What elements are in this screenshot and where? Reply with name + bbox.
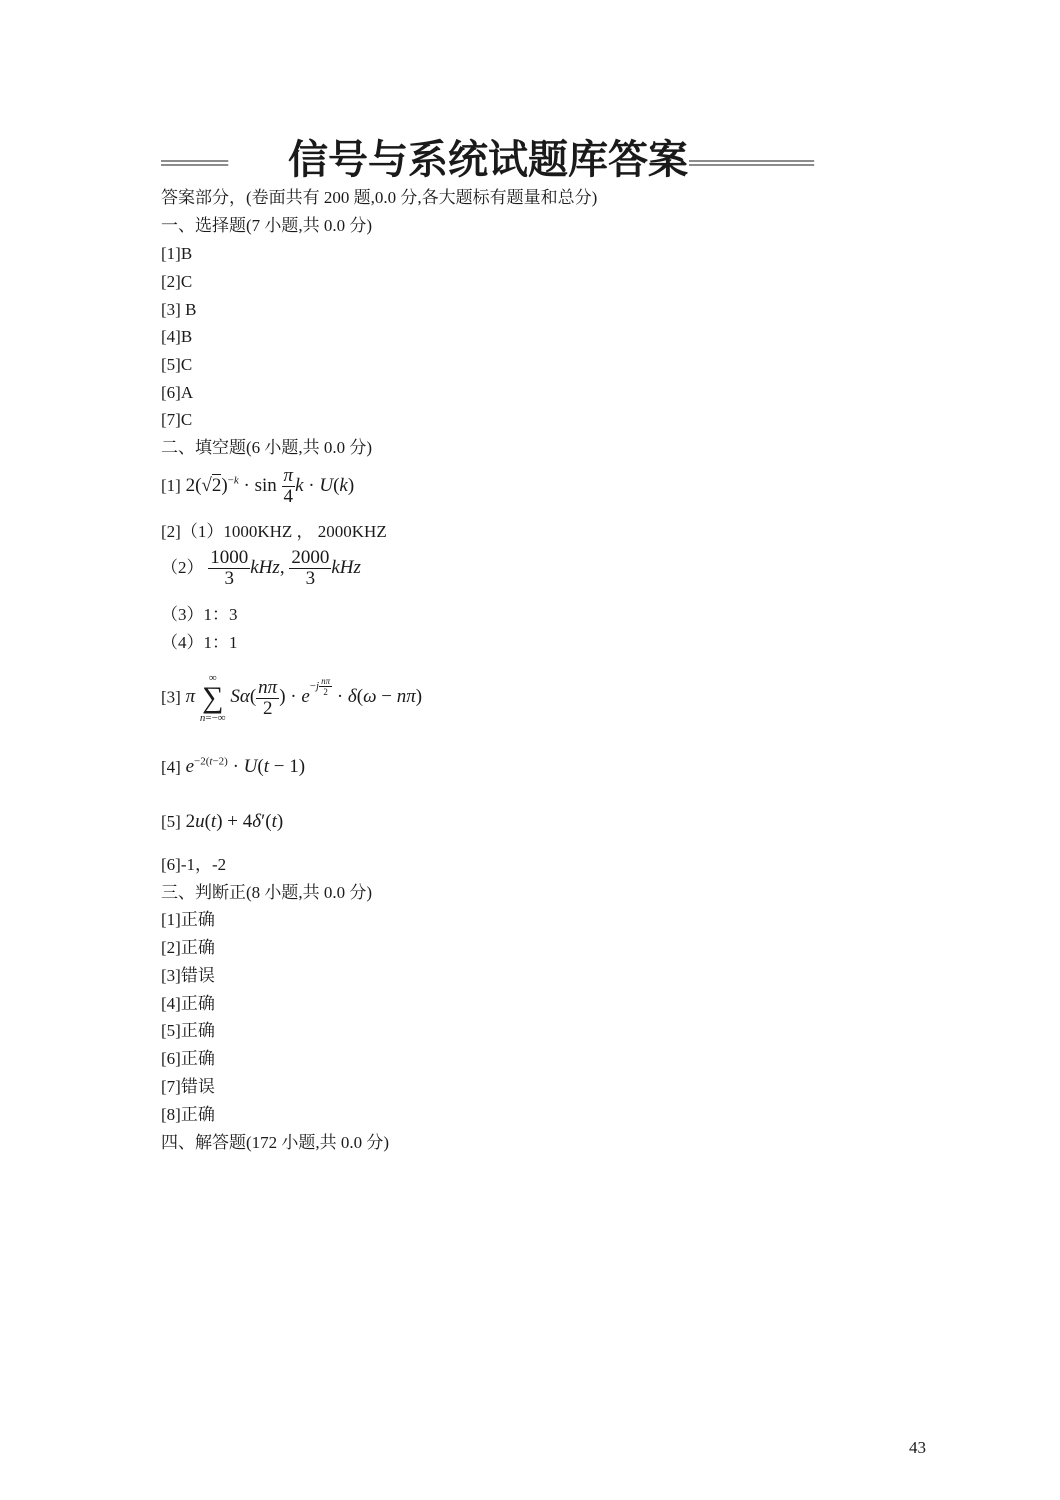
section2-heading: 二、填空题(6 小题,共 0.0 分) (161, 438, 373, 457)
judge-answer: [2]正确 (161, 938, 215, 957)
choice-answer: [4]B (161, 327, 193, 346)
formula-3: π ∞ ∑ n=−∞ Sα( $\frac{n\pi}{2}$ ) · $e^{-j \frac{n\pi}{2}}$ · δ(ω − nπ) (185, 672, 423, 724)
fill-answer-5 (161, 811, 283, 833)
unit-khz: kHz (250, 556, 280, 578)
judge-answer: [1]正确 (161, 910, 215, 929)
fill-answer-2-line4: （4）1：1 (161, 633, 238, 652)
fill-answer-2-line1: [2]（1）1000KHZ ， 2000KHZ (161, 522, 387, 541)
fill-answer-6: [6]-1，-2 (161, 855, 227, 874)
section3-heading: 三、判断正(8 小题,共 0.0 分) (161, 883, 373, 902)
title-left-rule: ======== (160, 154, 227, 175)
judge-answer: [6]正确 (161, 1049, 215, 1068)
summation-symbol: ∞ ∑ n=−∞ (199, 672, 226, 724)
fill-answer-2-line3: （3）1：3 (161, 605, 238, 624)
formula-4: $e^{-2(t-2)} \cdot U(t - 1)$ (185, 756, 306, 778)
fraction-2000-3: $\frac{2000}{3}$ (291, 547, 330, 589)
judge-answer: [8]正确 (161, 1105, 215, 1124)
choice-answer: [1]B (161, 244, 193, 263)
fill-answer-1 (161, 466, 354, 507)
section4-heading: 四、解答题(172 小题,共 0.0 分) (161, 1133, 390, 1152)
section1-heading: 一、选择题(7 小题,共 0.0 分) (161, 216, 373, 235)
fill-answer-label: [5] (161, 812, 181, 831)
page-number: 43 (909, 1438, 926, 1457)
fraction-1000-3: $\frac{1000}{3}$ (210, 547, 249, 589)
choice-answer: [6]A (161, 383, 194, 402)
fill-answer-3 (161, 672, 422, 724)
formula-5: 2u(t) + 4δ′(t) (185, 811, 284, 832)
unit-khz: kHz (331, 556, 361, 578)
judge-answer: [4]正确 (161, 994, 215, 1013)
choice-answer: [2]C (161, 272, 193, 291)
intro-line: 答案部分，(卷面共有 200 题,0.0 分,各大题标有题量和总分) (161, 188, 598, 207)
choice-answer: [3] B (161, 300, 197, 319)
fill-answer-4 (161, 756, 305, 778)
page-title: 信号与系统试题库答案 (288, 137, 688, 183)
title-row (160, 130, 900, 183)
choice-answer: [7]C (161, 410, 193, 429)
judge-answer: [7]错误 (161, 1077, 215, 1096)
fill-answer-label: [3] (161, 687, 181, 707)
fill-answer-label: [4] (161, 757, 181, 777)
choice-answer: [5]C (161, 355, 193, 374)
judge-answer: [5]正确 (161, 1021, 215, 1040)
fill-answer-2-line2: （2） $\frac{1000}{3}$ kHz, $\frac{2000}{3}$ kHz (161, 547, 361, 589)
fill-answer-label: [1] (161, 475, 181, 495)
fill-answer-2-label: （2） (161, 557, 204, 577)
judge-answer: [3]错误 (161, 966, 215, 985)
formula-1: $2(√2)^{-k} \cdot \sin$ $\frac{\pi}{4}$ k · U(k) (185, 465, 355, 507)
title-right-rule: =============== (688, 154, 813, 175)
